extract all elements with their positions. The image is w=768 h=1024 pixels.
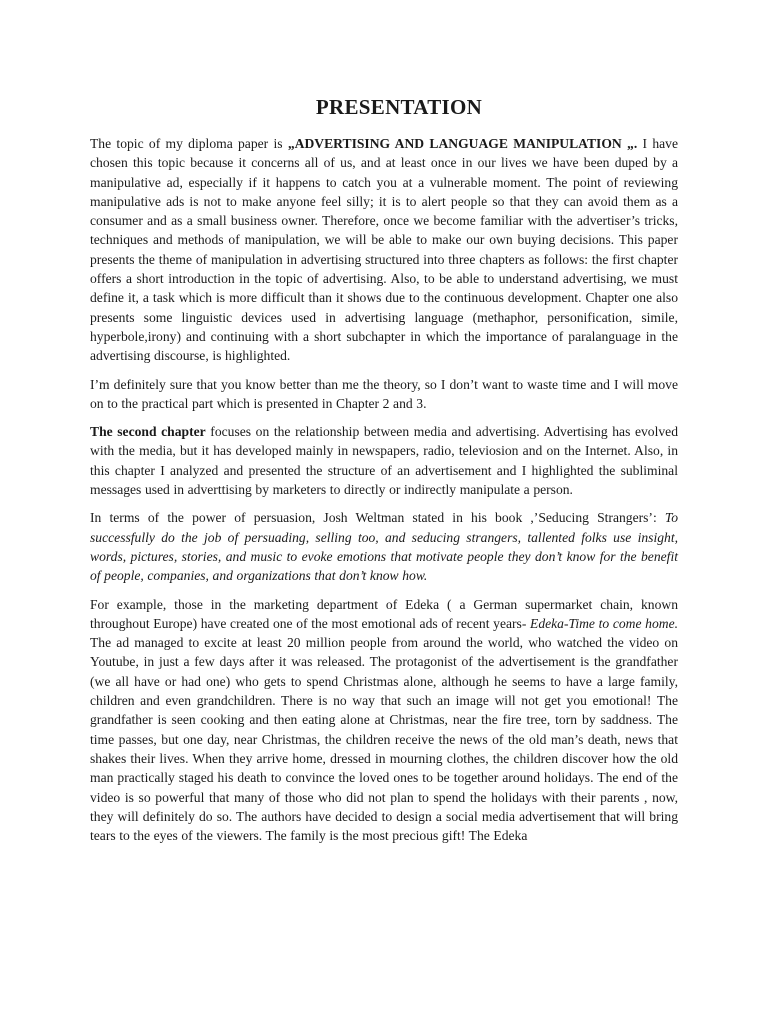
intro-text: The topic of my diploma paper is — [90, 136, 288, 151]
paragraph-introduction — [90, 134, 678, 366]
paragraph-persuasion — [90, 508, 678, 585]
edeka-intro: For example, those in the marketing department of Edeka ( a German supermarket chain, known throughout Europe) have created one of the most emotional ads of recent years- — [90, 596, 678, 631]
weltman-quote: To successfully do the job of persuading, selling too, and seducing strangers, tallented folks use insight, words, pictures, stories, and music to evoke emotions that motivate people they don’t know for the benefit of people, companies, and organizations that don’t know how. — [90, 510, 678, 584]
document-page — [90, 93, 678, 854]
intro-rest: I have chosen this topic because it concerns all of us, and at least once in our lives we have been duped by a manipulative ad, especially if it happens to catch you at a vulnerable moment. The point of reviewing manipulative ads is not to make anyone feel silly; it is to alert people so that they can avoid them as a consumer and as a small business owner. Therefore, once we become familiar with the advertiser’s tricks, techniques and methods of manipulation, we will be able to make our own buying decisions. This paper presents the theme of manipulation in advertising structured into three chapters as follows: the first chapter offers a short introduction in the topic of advertising. Also, to be able to understand advertising, we must define it, a task which is more difficult than it shows due to the continuous development. Chapter one also presents some linguistic devices used in advertising language (methaphor, personification, simile, hyperbole,irony) and continuing with a short subchapter in which the importance of paralanguage in the advertising discourse, is highlighted. — [90, 136, 678, 364]
page-title: PRESENTATION — [315, 95, 483, 119]
edeka-text: The ad managed to excite at least 20 million people from around the world, who watched the video on Youtube, in just a few days after it was released. The protagonist of the advertisement is the grandfather (we all have or had one) who gets to spend Christmas alone, although he seems to have a large family, children and even grandchildren. There is no way that such an image will not get you emotional! The grandfather is seen cooking and then eating alone at Christmas, near the fire tree, torn by saddness. The time passes, but one day, near Christmas, the children receive the news of the old man’s death, news that shakes their lives. When they arrive home, dressed in mourning clothes, the children discover how the old man practically staged his death to convince the loved ones to be together around holidays. The end of the video is so powerful that many of those who did not plan to spend the holidays with their parents , now, they will definitely do so. The authors have decided to design a social media advertisement that will bring tears to the eyes of the viewers. The family is the most precious gift! The Edeka — [90, 635, 678, 844]
edeka-ad-title: Edeka-Time to come home. — [530, 615, 678, 631]
paragraph-edeka-example — [90, 595, 678, 846]
second-chapter-lead: The second chapter — [90, 424, 206, 440]
paragraph-second-chapter — [90, 422, 678, 499]
second-chapter-text: focuses on the relationship between media and advertising. Advertising has evolved with the media, but it has developed mainly in newspapers, radio, televiosion and on the Internet. Also, in this chapter I analyzed and presented the structure of an advertisement and I highlighted the subliminal messages used in adverttising by marketers to directly or indirectly manipulate a person. — [90, 424, 678, 498]
topic-title: „ADVERTISING AND LANGUAGE MANIPULATION „. — [287, 136, 638, 151]
persuasion-intro: In terms of the power of persuasion, Josh Weltman stated in his book ,’Seducing Strangers’: — [90, 510, 665, 526]
paragraph-theory: I’m definitely sure that you know better than me the theory, so I don’t want to waste time and I will move on to the practical part which is presented in Chapter 2 and 3. — [90, 376, 678, 411]
